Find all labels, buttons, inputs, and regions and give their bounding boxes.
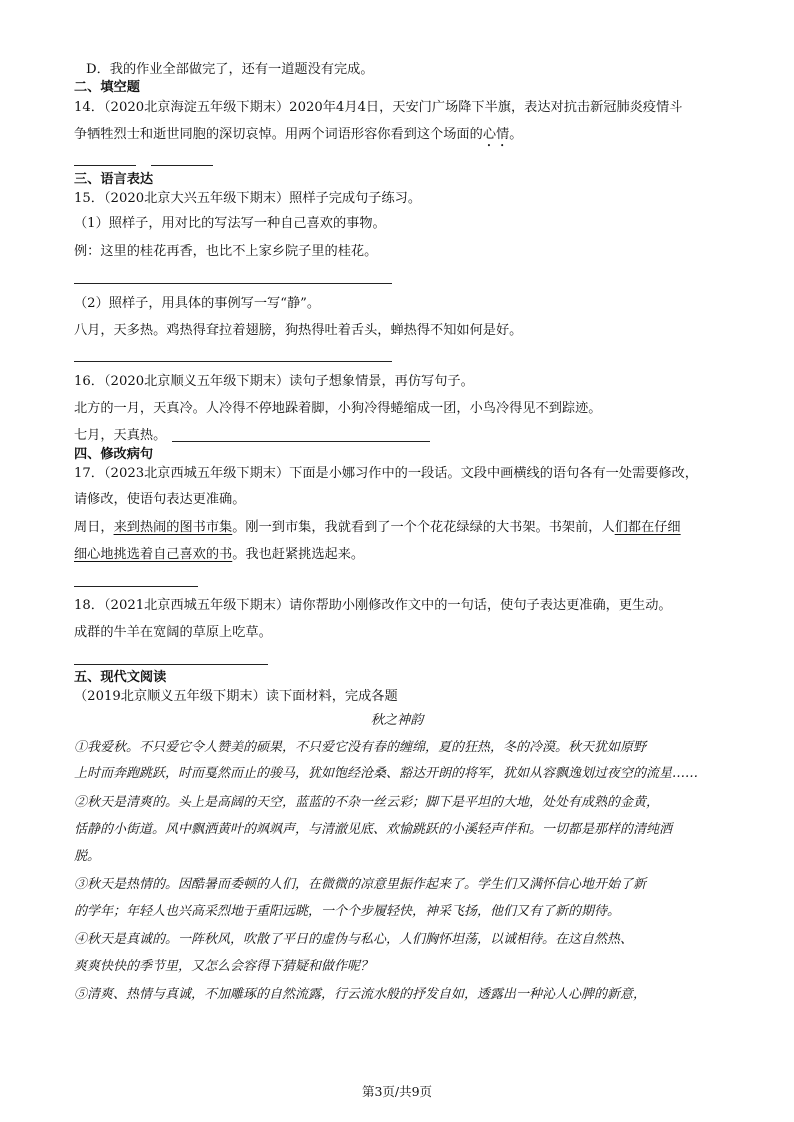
q18-line: 18．（2021北京西城五年级下期末）请你帮助小刚修改作文中的一句话，使句子表达更准确，更生动。 bbox=[74, 598, 672, 613]
page-footer: 第3页/共9页 bbox=[361, 1084, 433, 1099]
section-2-title: 二、填空题 bbox=[74, 80, 140, 95]
q16-answer-blank[interactable] bbox=[172, 441, 430, 442]
q16-example: 北方的一月，天真冷。人冷得不停地跺着脚，小狗冷得蜷缩成一团，小鸟冷得见不到踪迹。 bbox=[74, 401, 602, 416]
q17-text-b: 。刚一到市集，我就看到了一个个花花绿绿的大书架。书架前，人 bbox=[232, 520, 615, 535]
q16-line: 16．（2020北京顺义五年级下期末）读句子想象情景，再仿写句子。 bbox=[74, 374, 474, 389]
para-2-line-1: ②秋天是清爽的。头上是高阔的天空，蓝蓝的不杂一丝云彩；脚下是平坦的大地，处处有成熟的金黄， bbox=[74, 795, 660, 810]
q14-line-2-text: 争牺牲烈士和逝世同胞的深切哀悼。用两个词语形容你看到这个场面的 bbox=[74, 127, 483, 142]
q15-part-1-answer-blank[interactable] bbox=[74, 283, 392, 284]
q14-answer-blank-2[interactable] bbox=[151, 165, 213, 166]
q17-line-2: 请修改，使语句表达更准确。 bbox=[74, 492, 246, 507]
section-5-title: 五、现代文阅读 bbox=[74, 670, 167, 685]
q13-option-d: D．我的作业全部做完了，还有一道题没有完成。 bbox=[86, 62, 374, 77]
q17-passage-line-1 bbox=[74, 518, 681, 538]
para-2-line-2: 恬静的小街道。风中飘洒黄叶的飒飒声，与清澈见底、欢愉跳跃的小溪轻声伴和。一切都是那样的清纯洒 bbox=[74, 822, 673, 837]
q18-answer-blank[interactable] bbox=[74, 664, 268, 665]
para-1-line-2: 上时而奔跑跳跃，时而戛然而止的骏马，犹如饱经沧桑、豁达开朗的将军，犹如从容飘逸划过夜空的流星…… bbox=[74, 766, 699, 781]
para-4-line-1: ④秋天是真诚的。一阵秋风，吹散了平日的虚伪与私心，人们胸怀坦荡，以诚相待。在这自然热、 bbox=[74, 932, 634, 947]
q14-line-2 bbox=[74, 125, 522, 150]
para-3-line-2: 的学年；年轻人也兴高采烈地于重阳远眺，一个个步履轻快，神采飞扬，他们又有了新的期待。 bbox=[74, 904, 621, 919]
q17-underlined-phrase-2a: 们都在仔细 bbox=[614, 520, 681, 535]
section-4-title: 四、修改病句 bbox=[74, 447, 154, 462]
q17-underlined-phrase-2b: 细心地挑选着自己喜欢的书 bbox=[74, 547, 233, 562]
para-3-line-1: ③秋天是热情的。因酷暑而委顿的人们，在微微的凉意里振作起来了。学生们又满怀信心地开始了新 bbox=[74, 877, 647, 892]
q17-underlined-phrase-1: 来到热闹的图书市集 bbox=[113, 520, 233, 535]
passage-title: 秋之神韵 bbox=[370, 713, 424, 728]
q17-text-a: 周日， bbox=[74, 520, 114, 535]
q17-passage-line-2 bbox=[74, 545, 364, 565]
q16-prompt: 七月，天真热。 bbox=[74, 428, 167, 443]
q15-part-1: （1）照样子，用对比的写法写一种自己喜欢的事物。 bbox=[74, 216, 386, 231]
q15-part-2-answer-blank[interactable] bbox=[74, 361, 392, 362]
q14-line-2-end: 。 bbox=[509, 127, 523, 142]
para-2-line-3: 脱。 bbox=[74, 849, 101, 864]
reading-intro: （2019北京顺义五年级下期末）读下面材料，完成各题 bbox=[74, 689, 398, 704]
q15-part-1-example: 例：这里的桂花再香，也比不上家乡院子里的桂花。 bbox=[74, 244, 378, 259]
q15-part-2-example: 八月，天多热。鸡热得耷拉着翅膀，狗热得吐着舌头，蝉热得不知如何是好。 bbox=[74, 323, 523, 338]
para-4-line-2: 爽爽快快的季节里，又怎么会容得下猜疑和做作呢？ bbox=[74, 959, 374, 974]
q18-sentence: 成群的牛羊在宽阔的草原上吃草。 bbox=[74, 625, 272, 640]
q17-line-1: 17．（2023北京西城五年级下期末）下面是小娜习作中的一段话。文段中画横线的语句各有一处需要修改， bbox=[74, 466, 698, 481]
q15-line: 15．（2020北京大兴五年级下期末）照样子完成句子练习。 bbox=[74, 191, 422, 206]
section-3-title: 三、语言表达 bbox=[74, 172, 154, 187]
q17-text-c: 。我也赶紧挑选起来。 bbox=[232, 547, 365, 562]
q17-answer-blank[interactable] bbox=[74, 586, 198, 587]
para-1-line-1: ①我爱秋。不只爱它令人赞美的硕果，不只爱它没有春的缠绵，夏的狂热，冬的冷漠。秋天犹如原野 bbox=[74, 740, 647, 755]
para-5-line-1: ⑤清爽、热情与真诚，不加雕琢的自然流露，行云流水般的抒发自如，透露出一种沁人心脾的新意， bbox=[74, 987, 647, 1002]
q15-part-2: （2）照样子，用具体的事例写一写“静”。 bbox=[74, 296, 321, 311]
q14-answer-blank-1[interactable] bbox=[74, 165, 136, 166]
q14-emphasis-word: 心情 bbox=[482, 127, 510, 142]
q14-line-1: 14．（2020北京海淀五年级下期末）2020年4月4日，天安门广场降下半旗，表达对抗击新冠肺炎疫情斗 bbox=[74, 100, 683, 115]
